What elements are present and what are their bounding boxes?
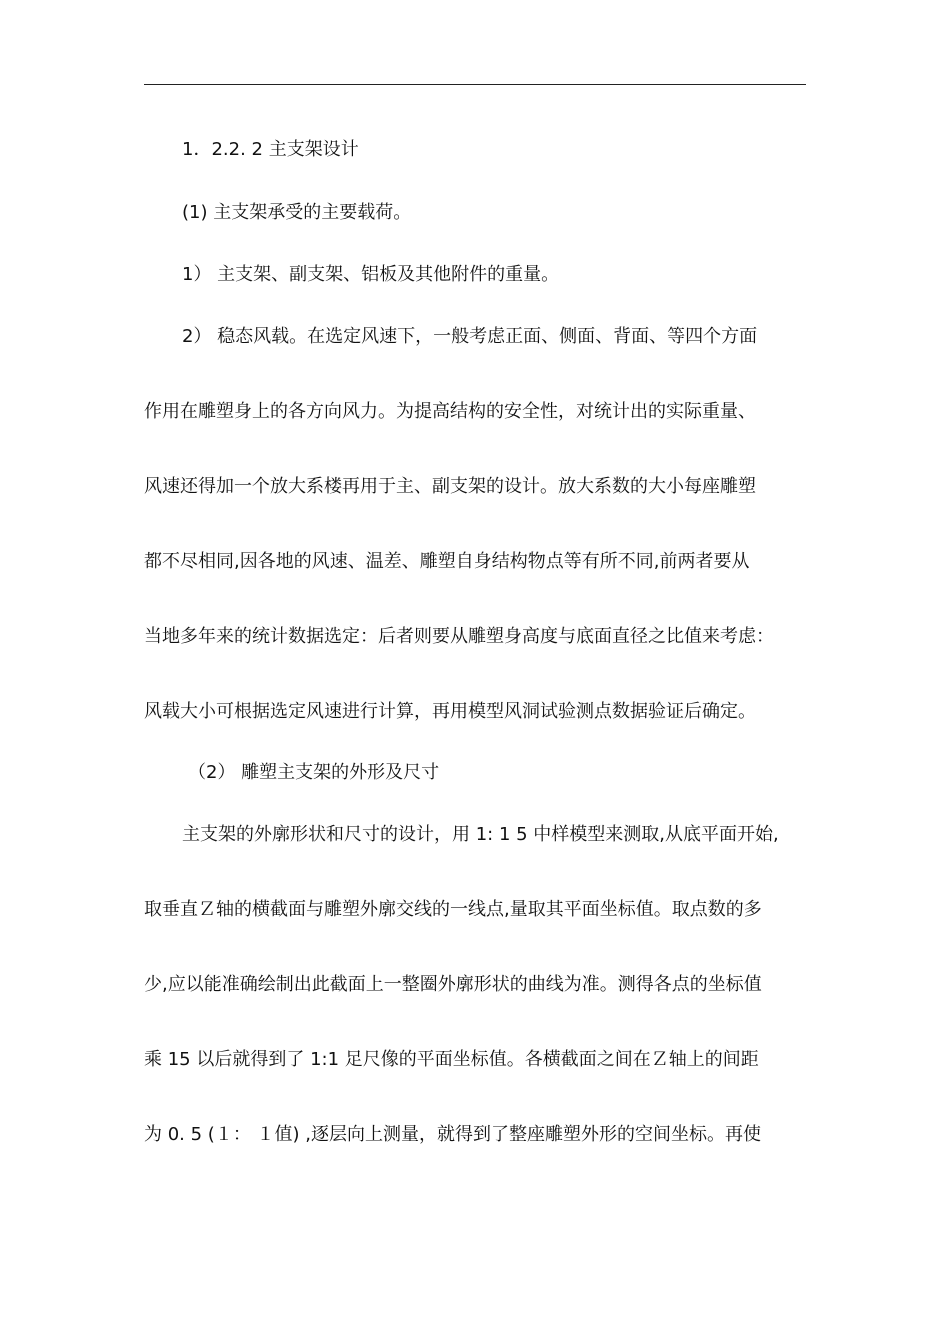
- subheading-shape: （2） 雕塑主支架的外形及尺寸: [188, 762, 440, 783]
- subheading-loads: (1) 主支架承受的主要载荷。: [182, 202, 412, 223]
- section-heading: 1．2.2. 2 主支架设计: [182, 139, 359, 160]
- paragraph-line: 少,应以能准确绘制出此截面上一整圈外廓形状的曲线为准。测得各点的坐标值: [144, 974, 762, 995]
- paragraph-line: 风载大小可根据选定风速进行计算，再用模型风洞试验测点数据验证后确定。: [144, 701, 756, 722]
- header-rule: [144, 84, 806, 85]
- paragraph-line: 乘 15 以后就得到了 1:1 足尺像的平面坐标值。各横截面之间在Ｚ轴上的间距: [144, 1049, 759, 1070]
- list-item-1: 1） 主支架、副支架、铝板及其他附件的重量。: [182, 264, 560, 285]
- paragraph-line: 风速还得加一个放大系楼再用于主、副支架的设计。放大系数的大小每座雕塑: [144, 476, 756, 497]
- paragraph-line: 为 0. 5 (１： １值) ,逐层向上测量，就得到了整座雕塑外形的空间坐标。再使: [144, 1124, 761, 1145]
- paragraph-line: 当地多年来的统计数据选定：后者则要从雕塑身高度与底面直径之比值来考虑：: [144, 626, 774, 647]
- paragraph-line: 主支架的外廓形状和尺寸的设计，用 1: 1 5 中样模型来测取,从底平面开始,: [182, 824, 779, 845]
- paragraph-line: 作用在雕塑身上的各方向风力。为提高结构的安全性，对统计出的实际重量、: [144, 401, 756, 422]
- paragraph-line: 都不尽相同,因各地的风速、温差、雕塑自身结构物点等有所不同,前两者要从: [144, 551, 750, 572]
- paragraph-line: 取垂直Ｚ轴的横截面与雕塑外廓交线的一线点,量取其平面坐标值。取点数的多: [144, 899, 762, 920]
- list-item-2: 2） 稳态风载。在选定风速下，一般考虑正面、侧面、背面、等四个方面: [182, 326, 758, 347]
